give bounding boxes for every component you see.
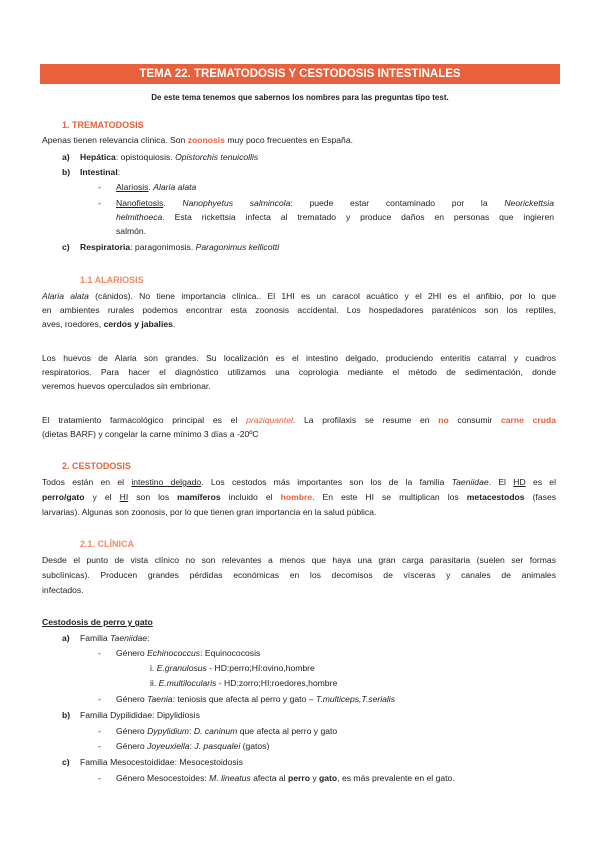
heading-perro-gato: Cestodosis de perro y gato: [42, 617, 153, 627]
cestodosis-line1: Todos están en el intestino delgado. Los cestodos más importantes son los de la familia Taeniidae. El HD es el: [42, 477, 556, 487]
clinica-line1: Desde el punto de vista clínico no son relevantes a menos que haya una gran carga parasitaria (suelen ser formas: [42, 555, 556, 565]
item-egranulosus: i. E.granulosus - HD:perro;HI:ovino,hombre: [150, 663, 315, 673]
title-banner: TEMA 22. TREMATODOSIS Y CESTODOSIS INTESTINALES: [40, 64, 560, 84]
heading-clinica: 2.1. CLÍNICA: [80, 539, 135, 549]
alariosis-p2-line1: Los huevos de Alaria son grandes. Su localización es el intestino delgado, produciendo enteritis catarral y cuadros: [42, 353, 556, 363]
item-emultilocularis: ii. E.multilocularis - HD:zorro;HI:roedores,hombre: [150, 678, 338, 688]
item-intestinal: Intestinal:: [80, 167, 121, 177]
alariosis-p3-line1: El tratamiento farmacológico principal es el praziquantel. La profilaxis se resume en no consumir carne cruda: [42, 415, 556, 425]
item-nanofietosis-line1: Nanofietosis. Nanophyetus salmincola: puede estar contaminado por la Neorickettsia: [116, 198, 554, 208]
dash-marker: -: [98, 198, 101, 208]
list-marker-b: b): [62, 710, 71, 720]
item-echinococcus: Género Echinococcus: Equinococosis: [116, 648, 261, 658]
item-dypilididae: Familia Dypilididae: Dipylidiosis: [80, 710, 200, 720]
dash-marker: -: [98, 648, 101, 658]
dash-marker: -: [98, 741, 101, 751]
alariosis-p2-line3: veremos huevos operculados sin embrionar.: [42, 381, 211, 391]
heading-alariosis: 1.1 ALARIOSIS: [80, 275, 144, 285]
list-marker-a: a): [62, 633, 70, 643]
item-alariosis: Alariosis. Alaria alata: [116, 182, 197, 192]
alariosis-p1-line3: aves, roedores, cerdos y jabalíes.: [42, 319, 176, 329]
dash-marker: -: [98, 182, 101, 192]
list-marker-a: a): [62, 152, 70, 162]
cestodosis-line2: perro/gato y el HI son los mamíferos incluido el hombre. En este HI se multiplican los metacestodos (fases: [42, 492, 557, 502]
item-mesocestoides: Género Mesocestoides: M. lineatus afecta al perro y gato, es más prevalente en el gato.: [116, 773, 455, 783]
item-dypylidium: Género Dypylidium: D. caninum que afecta al perro y gato: [116, 726, 338, 736]
cestodosis-line3: larvarias). Algunas son zoonosis, por lo que tienen gran importancia en la salud pública.: [42, 507, 377, 517]
subtitle: De este tema tenemos que sabernos los nombres para las preguntas tipo test.: [151, 93, 449, 102]
item-taeniidae: Familia Taeniidae:: [80, 633, 150, 643]
clinica-line3: infectados.: [42, 585, 84, 595]
item-nanofietosis-line3: salmón.: [116, 226, 147, 236]
alariosis-p1-line2: en ambientes rurales podemos encontrar esta zoonosis accidental. Los hospedadores paraténicos son los reptiles,: [42, 305, 556, 315]
dash-marker: -: [98, 694, 101, 704]
item-mesocestoididae: Familia Mesocestoididae: Mesocestoidosis: [80, 757, 243, 767]
trematodosis-intro: Apenas tienen relevancia clínica. Son zoonosis muy poco frecuentes en España.: [42, 135, 353, 145]
item-nanofietosis-line2: helmithoeca. Esta rickettsia infecta al trematado y produce daños en personas que ingieren: [116, 212, 554, 222]
item-respiratoria: Respiratoria: paragonimosis. Paragonimus kellicotti: [80, 242, 280, 252]
list-marker-b: b): [62, 167, 71, 177]
alariosis-p2-line2: respiratorios. Para hacer el diagnóstico utilizamos una coprologia mediante el método de sedimentación, donde: [42, 367, 556, 377]
alariosis-p1-line1: Alaria alata (cánidos). No tiene importancia clínica.. El 1HI es un caracol acuático y el 2HI es el anfibio, por lo que: [42, 291, 556, 301]
heading-cestodosis: 2. CESTODOSIS: [62, 461, 131, 471]
alariosis-p3-line2: (dietas BARF) y congelar la carne mínimo 3 días a -20ºC: [42, 429, 259, 439]
dash-marker: -: [98, 773, 101, 783]
list-marker-c: c): [62, 757, 70, 767]
item-taenia: Género Taenia: teniosis que afecta al perro y gato – T.multiceps,T.serialis: [116, 694, 396, 704]
dash-marker: -: [98, 726, 101, 736]
clinica-line2: subclínicas). Producen grandes pérdidas económicas en los decomisos de vísceras y canales de animales: [42, 570, 556, 580]
heading-trematodosis: 1. TREMATODOSIS: [62, 120, 144, 130]
item-hepatica: Hepática: opistoquiosis. Opistorchis tenuicollis: [80, 152, 259, 162]
item-joyeuxiella: Género Joyeuxiella: J. pasqualei (gatos): [116, 741, 270, 751]
list-marker-c: c): [62, 242, 70, 252]
